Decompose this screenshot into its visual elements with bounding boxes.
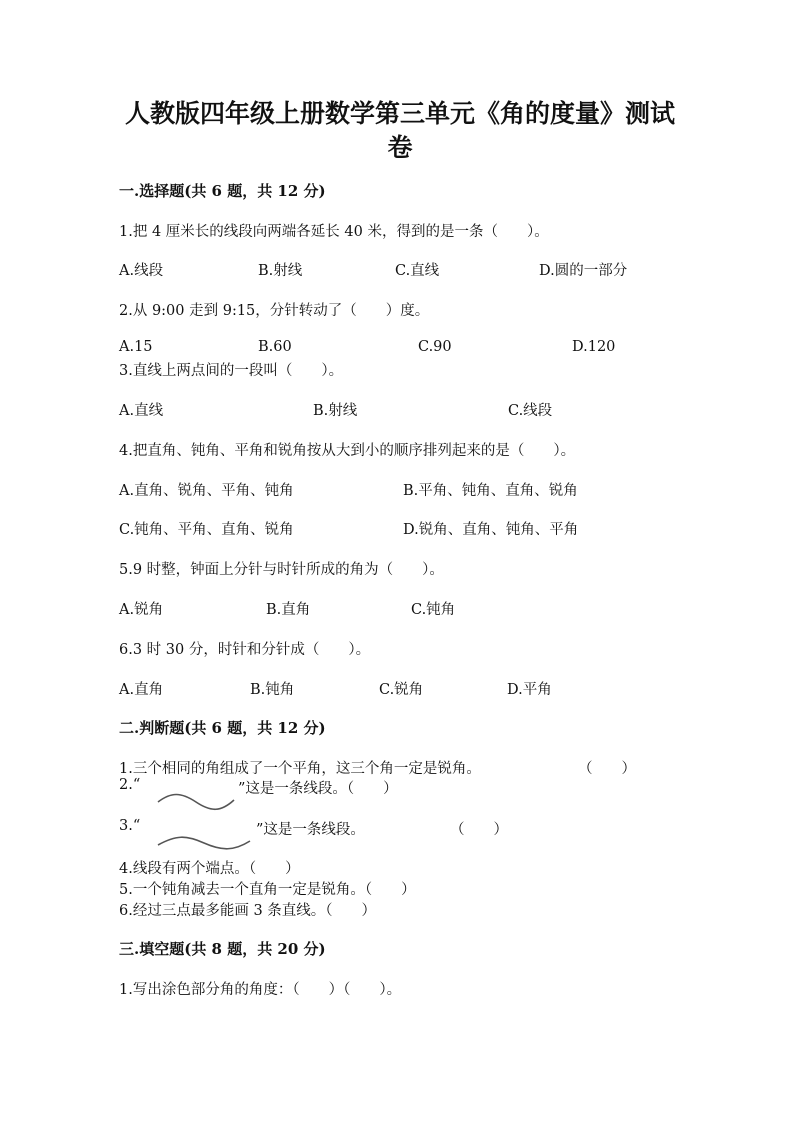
choice-q2-option-d: D.120: [572, 339, 616, 355]
judge-q3-suffix: ”这是一条线段。: [256, 822, 365, 838]
fill-question-1: 1.写出涂色部分角的角度：（ ）（ ）。: [119, 982, 402, 998]
wavy-segment-figure: [156, 833, 252, 853]
judge-q3-prefix: 3.“: [119, 818, 141, 834]
choice-q5-option-b: B.直角: [266, 602, 311, 618]
judge-question-6: 6.经过三点最多能画 3 条直线。（ ）: [119, 903, 377, 919]
choice-question-4: 4.把直角、钝角、平角和锐角按从大到小的顺序排列起来的是（ ）。: [119, 443, 576, 459]
choice-q4-option-a: A.直角、锐角、平角、钝角: [119, 483, 294, 499]
choice-q1-option-d: D.圆的一部分: [539, 263, 628, 279]
choice-q2-option-c: C.90: [418, 339, 452, 355]
choice-q3-option-a: A.直线: [119, 403, 164, 419]
choice-q2-option-a: A.15: [119, 339, 153, 355]
judge-q3-blank: （ ）: [450, 822, 508, 838]
judge-question-1: 1.三个相同的角组成了一个平角，这三个角一定是锐角。: [119, 761, 481, 777]
choice-q3-option-c: C.线段: [508, 403, 553, 419]
choice-question-3: 3.直线上两点间的一段叫（ ）。: [119, 363, 344, 379]
section-heading-judge: 二.判断题(共 6 题，共 12 分): [119, 719, 326, 737]
choice-question-5: 5.9 时整，钟面上分针与时针所成的角为（ ）。: [119, 562, 444, 578]
page-title-line1: 人教版四年级上册数学第三单元《角的度量》测试: [124, 99, 675, 128]
section-heading-fill: 三.填空题(共 8 题，共 20 分): [119, 940, 326, 958]
choice-q1-option-b: B.射线: [258, 263, 303, 279]
choice-q2-option-b: B.60: [258, 339, 292, 355]
judge-q1-blank: （ ）: [578, 761, 636, 777]
judge-q2-suffix: ”这是一条线段。（ ）: [238, 781, 398, 797]
choice-question-1: 1.把 4 厘米长的线段向两端各延长 40 米，得到的是一条（ ）。: [119, 224, 549, 240]
choice-question-6: 6.3 时 30 分，时针和分针成（ ）。: [119, 642, 371, 658]
judge-question-5: 5.一个钝角减去一个直角一定是锐角。（ ）: [119, 882, 416, 898]
choice-q6-option-a: A.直角: [119, 682, 164, 698]
choice-q5-option-a: A.锐角: [119, 602, 164, 618]
choice-q6-option-c: C.锐角: [379, 682, 424, 698]
choice-question-2: 2.从 9:00 走到 9:15，分针转动了（ ）度。: [119, 303, 430, 319]
section-heading-choice: 一.选择题(共 6 题，共 12 分): [119, 182, 326, 200]
choice-q6-option-b: B.钝角: [250, 682, 295, 698]
choice-q3-option-b: B.射线: [313, 403, 358, 419]
choice-q4-option-d: D.锐角、直角、钝角、平角: [403, 522, 579, 538]
judge-question-4: 4.线段有两个端点。（ ）: [119, 861, 300, 877]
choice-q5-option-c: C.钝角: [411, 602, 456, 618]
choice-q4-option-c: C.钝角、平角、直角、锐角: [119, 522, 294, 538]
page-title-line2: 卷: [387, 133, 413, 162]
choice-q1-option-c: C.直线: [395, 263, 440, 279]
choice-q6-option-d: D.平角: [507, 682, 552, 698]
choice-q1-option-a: A.线段: [119, 263, 164, 279]
choice-q4-option-b: B.平角、钝角、直角、锐角: [403, 483, 578, 499]
wavy-line-figure: [156, 792, 236, 812]
judge-q2-prefix: 2.“: [119, 777, 141, 793]
